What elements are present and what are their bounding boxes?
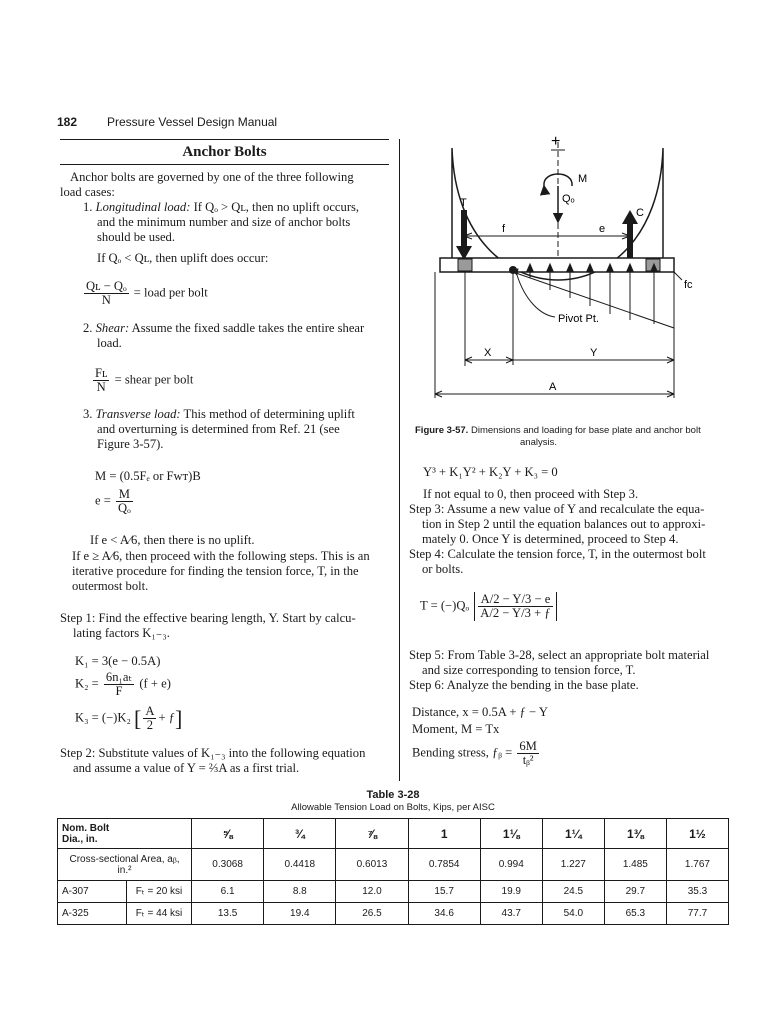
value-cell: 35.3 (666, 881, 728, 903)
equation-shear-per-bolt (91, 367, 193, 394)
label-y: Y (590, 347, 598, 359)
area-cell: 0.6013 (336, 849, 408, 881)
eq-k2-rhs: (f + e) (139, 676, 171, 691)
size-cell: 1⅛ (480, 819, 542, 849)
area-cell: 0.3068 (192, 849, 264, 881)
area-cell: 0.994 (480, 849, 542, 881)
item-2-number: 2. (83, 321, 93, 335)
value-cell: 15.7 (408, 881, 480, 903)
book-title: Pressure Vessel Design Manual (107, 115, 278, 129)
pivot-point (509, 266, 517, 274)
step-1-line-1: Step 1: Find the effective bearing length, Y. Start by calcu- (60, 611, 356, 625)
step-1-line-2: lating factors K₁₋₃. (73, 626, 170, 640)
figure-caption-line-2: analysis. (520, 437, 557, 448)
ft-cell: Fₜ = 20 ksi (127, 881, 192, 903)
step-2-line-1: Step 2: Substitute values of K₁₋₃ into the following equation (60, 746, 366, 760)
area-cell: 1.767 (666, 849, 728, 881)
item-2-label: Shear: (95, 321, 130, 335)
eq-k3-numerator: A (145, 704, 155, 718)
label-qo: Qₒ (562, 193, 575, 205)
figure-caption-label: Figure 3-57. (415, 425, 469, 436)
value-cell: 54.0 (542, 903, 604, 925)
size-cell: ⅝ (192, 819, 264, 849)
value-cell: 34.6 (408, 903, 480, 925)
item-1-label: Longitudinal load: (95, 200, 191, 214)
step-3-line-2: tion in Step 2 until the equation balances out to approxi- (422, 517, 706, 531)
area-cell: 1.227 (542, 849, 604, 881)
table-title: Table 3-28 (366, 789, 420, 801)
value-cell: 43.7 (480, 903, 542, 925)
area-cell: 0.4418 (264, 849, 336, 881)
step-3-line-3: mately 0. Once Y is determined, proceed to Step 4. (422, 532, 679, 546)
eq-shear-numerator: Fʟ (95, 366, 108, 380)
header-label-line-1: Nom. Bolt (62, 822, 110, 834)
eq-k3-rhs: + ƒ (158, 710, 176, 725)
item-3-line-2: and overturning is determined from Ref. 21 (see (97, 422, 340, 436)
item-3 (83, 407, 355, 422)
step-5-line-2: and size corresponding to tension force, T. (422, 663, 636, 677)
value-cell: 6.1 (192, 881, 264, 903)
area-cell: 1.485 (604, 849, 666, 881)
item-3-label: Transverse load: (95, 407, 181, 421)
label-c: C (636, 207, 644, 219)
item-3-number: 3. (83, 407, 93, 421)
label-pivot: Pivot Pt. (558, 313, 599, 325)
eq-load-numerator: Qʟ − Qₒ (86, 279, 127, 293)
label-fc: fᴄ (684, 279, 693, 291)
equation-tension (420, 592, 559, 621)
eq-k3-denominator: 2 (146, 718, 154, 732)
item-1-line-3: should be used. (97, 230, 176, 244)
value-cell: 8.8 (264, 881, 336, 903)
page-number: 182 (57, 115, 78, 129)
step-4-line-2: or bolts. (422, 562, 464, 576)
equation-distance: Distance, x = 0.5A + ƒ − Y (412, 705, 548, 719)
size-cell: 1¼ (542, 819, 604, 849)
item-1-if: If Qₒ < Qʟ, then uplift does occur: (97, 251, 269, 265)
item-3-line-3: Figure 3-57). (97, 437, 164, 451)
label-f: f (502, 223, 506, 235)
size-cell: ¾ (264, 819, 336, 849)
equation-load-per-bolt (82, 280, 208, 307)
area-label-line-1: Cross-sectional Area, aᵦ, (69, 853, 180, 865)
eq-shear-rhs: = shear per bolt (114, 372, 194, 387)
ft-cell: Fₜ = 44 ksi (127, 903, 192, 925)
eq-k2-denominator: F (115, 684, 123, 698)
material-cell: A-307 (58, 881, 127, 903)
value-cell: 65.3 (604, 903, 666, 925)
eq-k3-lhs: K₃ = (−)K₂ (75, 710, 131, 725)
equation-moment-tx: Moment, M = Tx (412, 722, 500, 736)
size-cell: 1 (408, 819, 480, 849)
item-2 (83, 321, 364, 336)
eq-e-denominator: Qₒ (118, 501, 131, 515)
table-row-a307 (58, 881, 729, 903)
value-cell: 29.7 (604, 881, 666, 903)
eq-e-lhs: e = (95, 493, 111, 508)
condition-no-uplift: If e < A⁄6, then there is no uplift. (90, 533, 255, 547)
eq-bend-denominator: tᵦ² (522, 753, 534, 767)
material-cell: A-325 (58, 903, 127, 925)
header-label-line-2: Dia., in. (62, 833, 98, 845)
fc-leader (674, 272, 682, 280)
value-cell: 12.0 (336, 881, 408, 903)
label-x: X (484, 347, 492, 359)
value-cell: 24.5 (542, 881, 604, 903)
eq-load-denominator: N (101, 293, 111, 307)
intro-line-2: load cases: (60, 185, 115, 199)
item-1 (83, 200, 359, 215)
condition-line-2: If e ≥ A⁄6, then proceed with the following steps. This is an (72, 549, 370, 563)
step-4-line-1: Step 4: Calculate the tension force, T, in the outermost bolt (409, 547, 706, 561)
base-plate (440, 258, 674, 272)
anchor-bolt-left (458, 259, 472, 271)
eq-k2-lhs: K₂ = (75, 676, 99, 691)
item-2-line-1: Assume the fixed saddle takes the entire shear (131, 321, 365, 335)
item-1-number: 1. (83, 200, 93, 214)
equation-moment-m: M = (0.5Fₑ or Fᴡᴛ)B (95, 469, 201, 483)
eq-load-rhs: = load per bolt (133, 285, 208, 300)
item-2-line-2: load. (97, 336, 122, 350)
eq-t-denominator: A/2 − Y/3 + ƒ (480, 606, 551, 620)
section-rule-bottom (60, 164, 389, 165)
equation-cubic: Y³ + K₁Y² + K₂Y + K₃ = 0 (423, 465, 558, 479)
table-header-label (58, 819, 192, 849)
condition-line-3: iterative procedure for finding the tension force, T, in the (72, 564, 359, 578)
pivot-leader (517, 275, 555, 317)
eq-bend-numerator: 6M (519, 739, 537, 753)
item-1-line-1: If Qₒ > Qʟ, then no uplift occurs, (193, 200, 360, 214)
eq-t-lhs: T = (−)Qₒ (420, 598, 470, 613)
compression-arrow (627, 222, 633, 260)
area-label (58, 849, 192, 881)
table-header-row (58, 819, 729, 849)
equation-e (95, 488, 135, 515)
figure-caption-line-1: Dimensions and loading for base plate and anchor bolt (470, 425, 701, 436)
step-3-line-1: Step 3: Assume a new value of Y and recalculate the equa- (409, 502, 705, 516)
eq-t-numerator: A/2 − Y/3 − e (478, 593, 552, 607)
equation-k1: K₁ = 3(e − 0.5A) (75, 654, 161, 668)
condition-line-4: outermost bolt. (72, 579, 149, 593)
eq-e-numerator: M (116, 488, 133, 502)
section-title: Anchor Bolts (182, 144, 267, 160)
area-label-line-2: in.² (117, 864, 132, 876)
table-subtitle: Allowable Tension Load on Bolts, Kips, per AISC (291, 802, 495, 813)
item-1-line-2: and the minimum number and size of anchor bolts (97, 215, 351, 229)
step-2-line-2: and assume a value of Y = ⅔A as a first trial. (73, 761, 300, 775)
step-5-line-1: Step 5: From Table 3-28, select an appropriate bolt material (409, 648, 710, 662)
table-area-row (58, 849, 729, 881)
label-plus: + (551, 133, 561, 150)
figure-3-57 (410, 130, 740, 420)
eq-k2-numerator: 6n₁aₜ (105, 670, 133, 684)
column-divider (399, 139, 400, 781)
area-cell: 0.7854 (408, 849, 480, 881)
equation-k3: K₃ = (−)K₂ [ $\frac{A}{2}$ + ƒ] (75, 704, 183, 732)
intro-line-1: Anchor bolts are governed by one of the three following (70, 170, 354, 184)
figure-caption (415, 425, 701, 437)
label-m: M (578, 173, 588, 185)
label-t: T (460, 197, 467, 209)
section-rule-top (60, 139, 389, 140)
step-6: Step 6: Analyze the bending in the base plate. (409, 678, 639, 692)
value-cell: 77.7 (666, 903, 728, 925)
size-cell: 1⅜ (604, 819, 666, 849)
equation-k2 (75, 671, 171, 698)
equation-bending-stress (412, 740, 541, 767)
size-cell: 1½ (666, 819, 728, 849)
value-cell: 19.9 (480, 881, 542, 903)
table-row-a325 (58, 903, 729, 925)
eq-shear-denominator: N (96, 380, 106, 394)
item-3-line-1: This method of determining uplift (183, 407, 355, 421)
right-line-1: If not equal to 0, then proceed with Step 3. (423, 487, 639, 501)
tension-arrow (461, 210, 467, 250)
label-a: A (549, 381, 557, 393)
size-cell: ⅞ (336, 819, 408, 849)
value-cell: 13.5 (192, 903, 264, 925)
bolt-tension-table (57, 818, 729, 925)
eq-bend-lhs: Bending stress, ƒᵦ = (412, 745, 513, 760)
label-e: e (599, 223, 606, 235)
value-cell: 19.4 (264, 903, 336, 925)
value-cell: 26.5 (336, 903, 408, 925)
